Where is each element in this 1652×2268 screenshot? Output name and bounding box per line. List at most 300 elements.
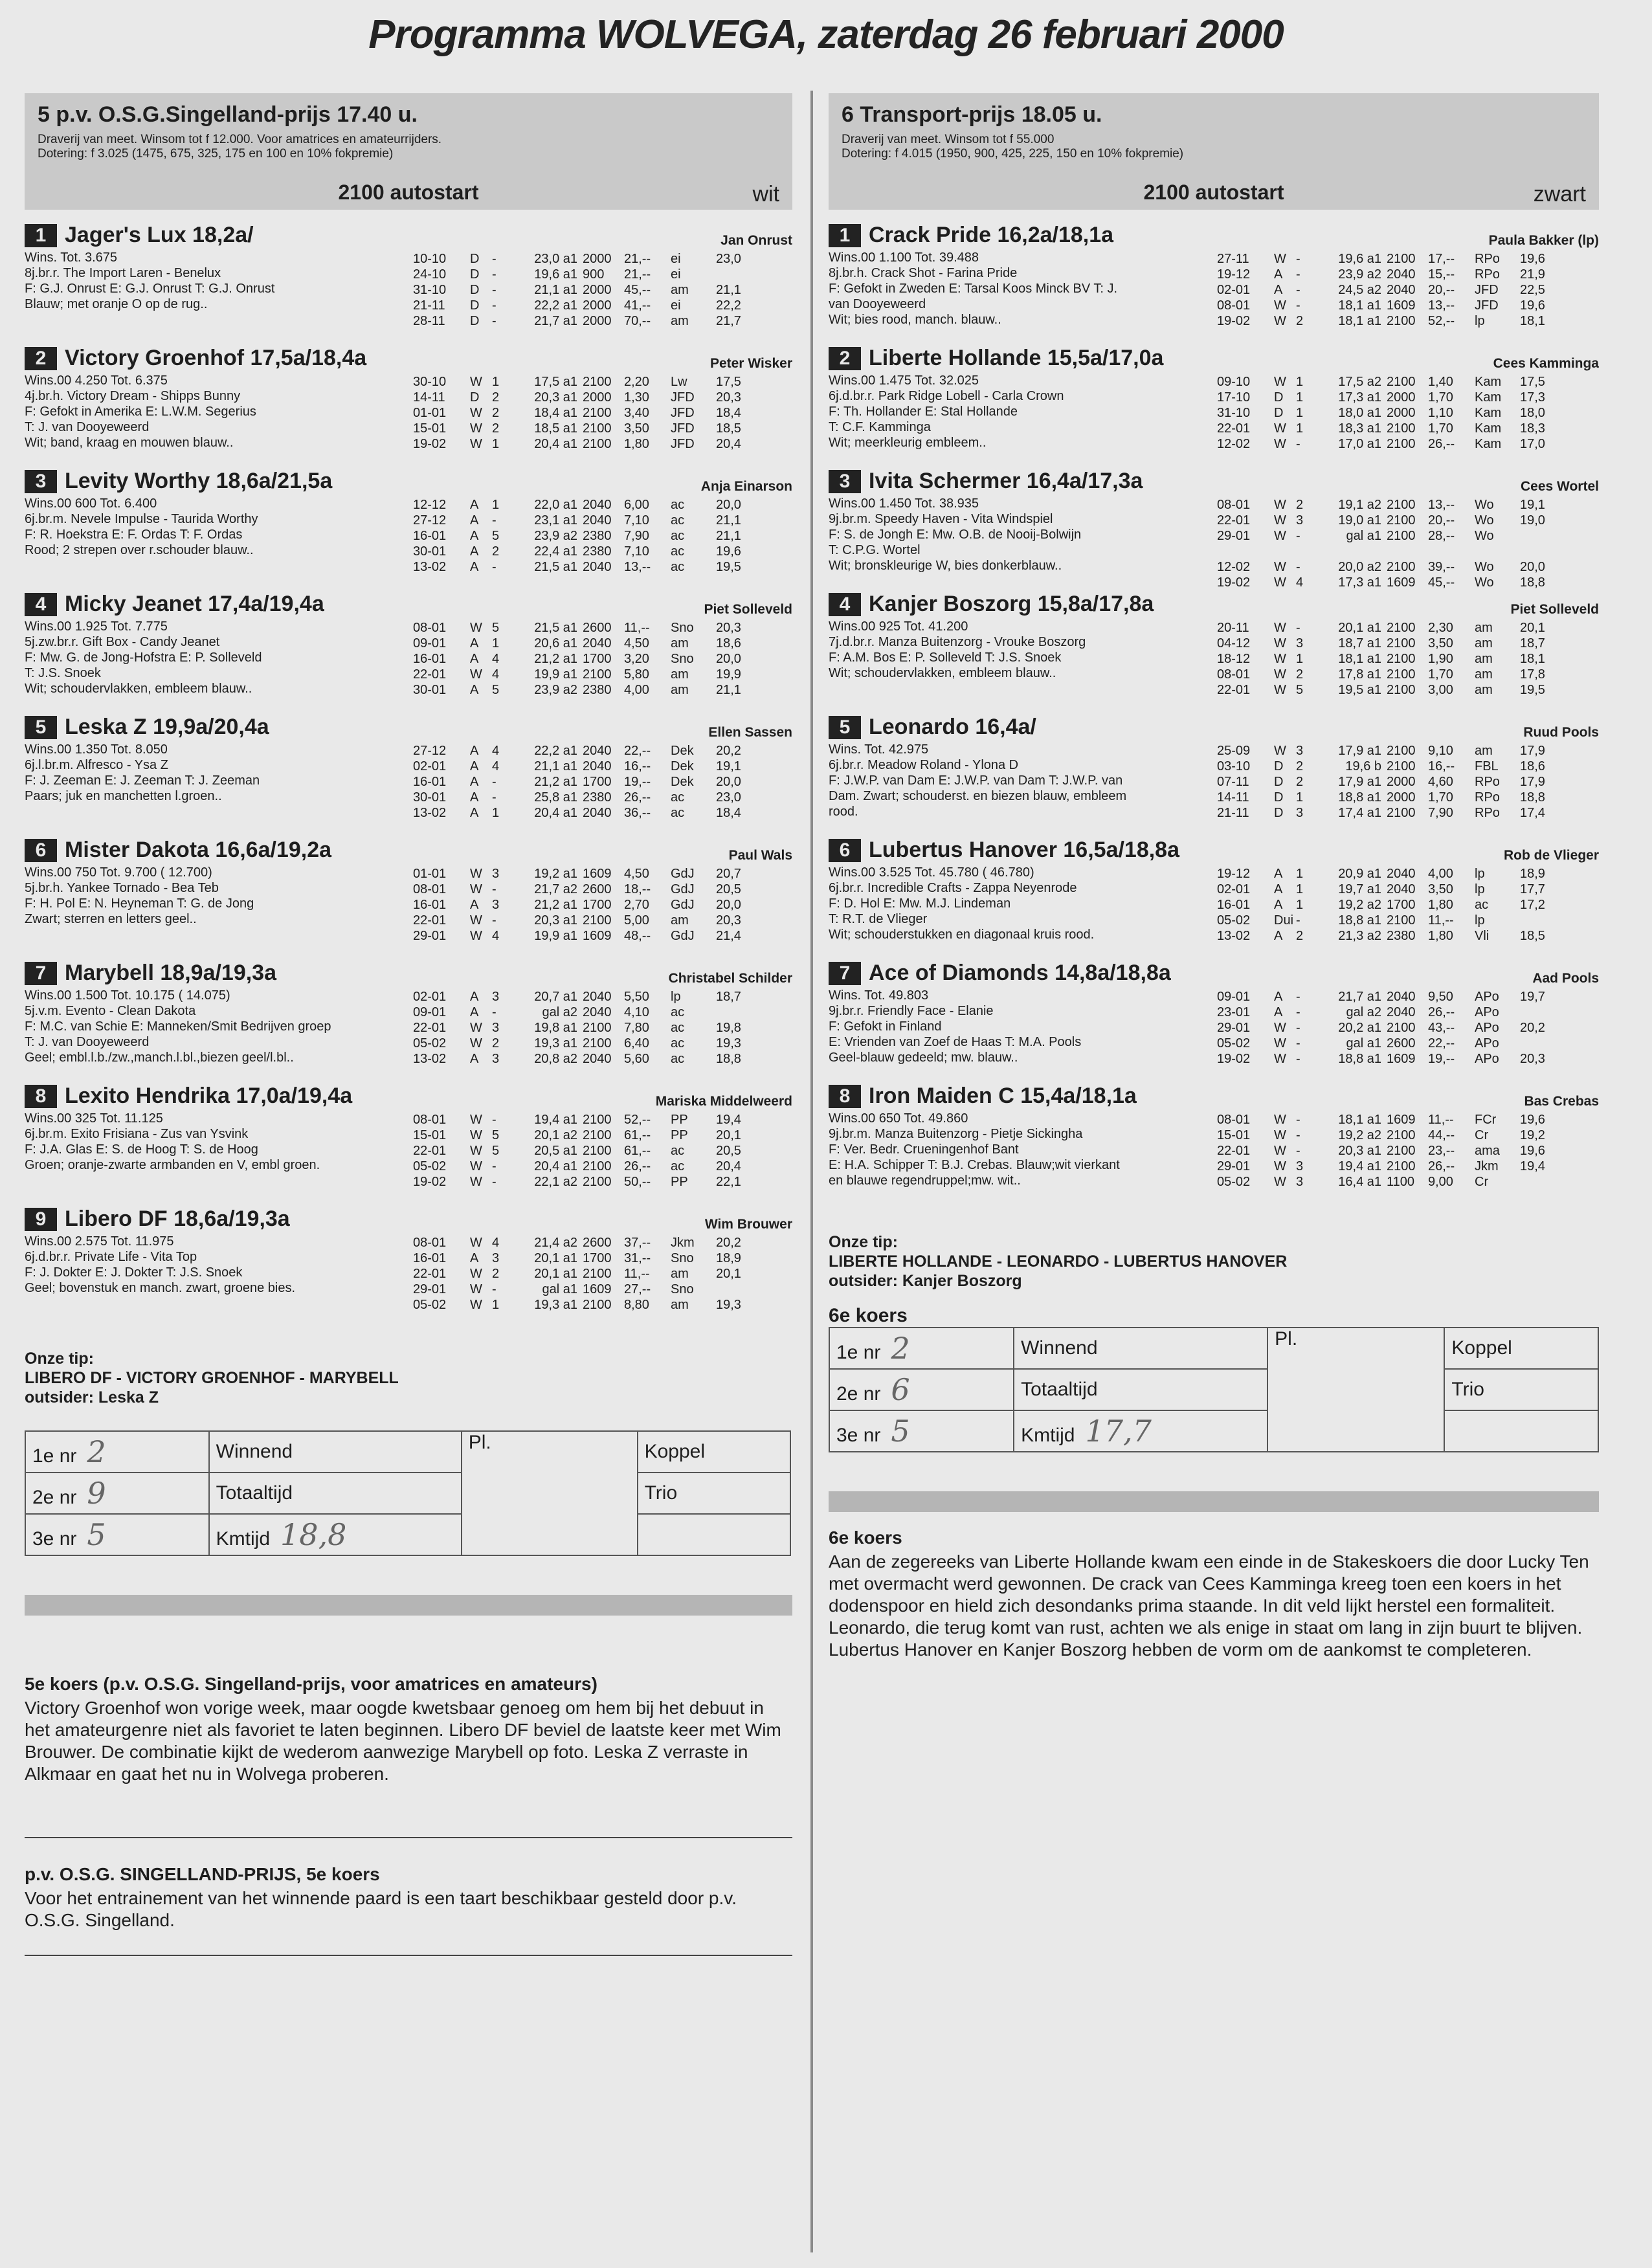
form-cell: 23,1 a1 (534, 513, 577, 528)
result-bet-cell (638, 1514, 790, 1555)
form-row (1217, 928, 1563, 944)
form-cell: 2040 (583, 636, 612, 650)
form-cell: 15-01 (1217, 1128, 1251, 1142)
form-cell: 2040 (1387, 283, 1416, 297)
form-cell: 17,9 (1520, 775, 1545, 789)
horse-info-line: Wins. Tot. 42.975 (829, 742, 929, 757)
form-cell (1520, 1036, 1563, 1051)
form-cell: 16,-- (624, 759, 651, 773)
form-cell: A (470, 652, 479, 666)
form-cell: D (470, 314, 480, 328)
horse-entry (25, 838, 792, 948)
form-cell: 26,-- (1428, 437, 1455, 451)
rule-line (25, 1955, 792, 1956)
form-cell: 2100 (1387, 421, 1416, 436)
form-cell: ac (671, 544, 685, 559)
result-bet-cell (1444, 1410, 1598, 1452)
form-cell: - (1296, 1036, 1300, 1051)
horse-info-line: T: C.P.G. Wortel (829, 543, 921, 557)
form-cell: 23,0 (716, 790, 741, 805)
handwritten-number: 9 (87, 1476, 106, 1511)
race-header (25, 93, 792, 210)
horse-body (25, 740, 792, 822)
horse-body (829, 740, 1599, 822)
form-cell: 2040 (583, 744, 612, 758)
form-cell: 02-01 (1217, 882, 1251, 896)
form-cell: 17,5 a2 (1338, 375, 1381, 389)
race-conditions: Draverij van meet. Winsom tot f 55.000 (842, 133, 1055, 146)
form-cell: 21,2 a1 (534, 775, 577, 789)
horse-info-line: Paars; juk en manchetten l.groen.. (25, 789, 222, 803)
race-commentary (829, 1528, 1599, 1661)
form-cell: 1 (1296, 898, 1304, 912)
horse-entry (829, 961, 1599, 1071)
form-cell: 2 (492, 1036, 500, 1051)
form-cell: 9,10 (1428, 744, 1453, 758)
form-cell: 20,8 a2 (534, 1052, 577, 1066)
horse-header (829, 715, 1599, 740)
horse-info-line: F: Gefokt in Finland (829, 1019, 942, 1034)
form-cell: W (470, 913, 482, 928)
form-cell: 1609 (1387, 575, 1416, 590)
horse-info-line: F: G.J. Onrust E: G.J. Onrust T: G.J. Onrust (25, 282, 275, 296)
form-cell: RPo (1475, 806, 1500, 820)
horse-body (25, 495, 792, 576)
horse-body (829, 1109, 1599, 1191)
form-cell: Jkm (1475, 1159, 1499, 1173)
form-table (413, 989, 759, 1067)
form-cell: 2100 (583, 437, 612, 451)
form-cell: 17-10 (1217, 390, 1251, 405)
form-cell: 3 (492, 867, 500, 881)
driver-name: Paula Bakker (lp) (1488, 233, 1599, 248)
form-cell: 3,40 (624, 406, 649, 420)
form-cell: 21,5 a1 (534, 621, 577, 635)
form-cell: 14-11 (413, 390, 445, 405)
form-cell: 20,4 a1 (534, 806, 577, 820)
form-cell: 20,1 (716, 1267, 741, 1281)
horse-header (25, 1084, 792, 1109)
form-cell: 23,0 (716, 252, 741, 266)
form-cell: 12-02 (1217, 560, 1251, 574)
result-row (829, 1369, 1598, 1410)
form-row (1217, 682, 1563, 698)
form-cell: 2100 (583, 1128, 612, 1142)
form-cell: 2380 (583, 683, 612, 697)
form-row (413, 1128, 759, 1143)
start-number: 8 (829, 1085, 861, 1108)
form-cell: 19,5 a1 (1338, 683, 1381, 697)
form-cell: 20,3 a1 (534, 390, 577, 405)
horse-info-line: F: Mw. G. de Jong-Hofstra E: P. Solleveld (25, 650, 262, 665)
form-cell: 2000 (583, 283, 612, 297)
horse-body (25, 249, 792, 330)
horse-header (829, 1084, 1599, 1109)
form-cell: 17,3 (1520, 390, 1545, 405)
form-cell: 18,4 a1 (534, 406, 577, 420)
result-place-cell (25, 1473, 209, 1514)
form-cell: 29-01 (1217, 1021, 1251, 1035)
horse-name: Lubertus Hanover 16,5a/18,8a (869, 838, 1180, 862)
form-row (1217, 374, 1563, 390)
horse-entry (829, 838, 1599, 948)
form-cell: 2100 (1387, 621, 1416, 635)
horse-info-line: T: J. van Dooyeweerd (25, 420, 150, 434)
form-cell: 41,-- (624, 298, 651, 313)
form-row (413, 528, 759, 544)
form-row (413, 866, 759, 882)
form-row (413, 759, 759, 774)
form-cell: 900 (583, 267, 605, 282)
form-cell: ac (671, 1005, 685, 1019)
form-cell: 13,-- (624, 560, 651, 574)
form-cell: 21-11 (1217, 806, 1249, 820)
form-cell: 08-01 (413, 621, 447, 635)
form-cell: 2380 (583, 529, 612, 543)
horse-info-line: van Dooyeweerd (829, 297, 926, 311)
form-cell: A (470, 1005, 479, 1019)
horse-body (829, 372, 1599, 453)
form-cell: 19,-- (624, 775, 651, 789)
horse-body (25, 863, 792, 945)
tip-picks: LIBERO DF - VICTORY GROENHOF - MARYBELL (25, 1369, 399, 1387)
form-cell: W (1274, 298, 1286, 313)
form-cell: 07-11 (1217, 775, 1249, 789)
form-cell: 20,7 a1 (534, 990, 577, 1004)
form-cell: 18,4 (716, 406, 741, 420)
horse-info (25, 865, 413, 927)
result-field-label: Totaaltijd (216, 1482, 293, 1504)
start-number: 2 (829, 347, 861, 370)
form-cell: 18,6 (716, 636, 741, 650)
driver-name: Peter Wisker (709, 356, 792, 371)
horse-entry (829, 223, 1599, 333)
form-cell: 37,-- (624, 1236, 651, 1250)
form-cell: 16,-- (1428, 759, 1455, 773)
horse-info-line: 5j.zw.br.r. Gift Box - Candy Jeanet (25, 635, 220, 649)
form-cell: 21,7 a1 (1338, 990, 1381, 1004)
result-heading: 6e koers (829, 1305, 908, 1326)
form-cell: D (470, 390, 480, 405)
form-cell: 3,20 (624, 652, 649, 666)
form-cell: W (1274, 437, 1286, 451)
form-cell: 2100 (1387, 759, 1416, 773)
form-table (1217, 866, 1563, 944)
form-cell: W (470, 882, 482, 896)
form-row (413, 559, 759, 575)
horse-info-line: F: S. de Jongh E: Mw. O.B. de Nooij-Bolwijn (829, 528, 1082, 542)
form-row (1217, 989, 1563, 1005)
result-place-cell (25, 1514, 209, 1555)
form-cell: 1 (492, 636, 500, 650)
form-cell: FCr (1475, 1113, 1497, 1127)
form-table (1217, 251, 1563, 329)
result-place-label: 1e nr (32, 1445, 77, 1467)
result-field-label: Kmtijd (1021, 1425, 1075, 1446)
form-row (1217, 805, 1563, 821)
form-cell: 22,2 a1 (534, 298, 577, 313)
horse-name: Victory Groenhof 17,5a/18,4a (65, 346, 367, 370)
form-cell: 2100 (1387, 913, 1416, 928)
form-cell: 1 (492, 498, 500, 512)
form-cell: 61,-- (624, 1128, 651, 1142)
form-cell: 30-01 (413, 683, 447, 697)
form-cell: 19,2 a2 (1338, 1128, 1381, 1142)
form-table (413, 251, 759, 329)
form-cell: 20,0 a2 (1338, 560, 1381, 574)
form-cell: D (470, 298, 480, 313)
result-field-cell (209, 1473, 462, 1514)
form-cell: 2100 (1387, 667, 1416, 682)
form-cell: GdJ (671, 929, 695, 943)
form-row (1217, 897, 1563, 913)
form-cell: 19,9 (716, 667, 741, 682)
form-cell: GdJ (671, 867, 695, 881)
form-cell: 19,0 a1 (1338, 513, 1381, 528)
horse-header (829, 346, 1599, 372)
form-cell: am (671, 636, 689, 650)
form-cell: 12-12 (413, 498, 447, 512)
horse-entry (829, 1084, 1599, 1194)
horse-info-line: 6j.l.br.m. Alfresco - Ysa Z (25, 758, 168, 772)
form-cell: APo (1475, 1052, 1499, 1066)
form-cell: W (1274, 683, 1286, 697)
horse-info-line: F: Gefokt in Amerika E: L.W.M. Segerius (25, 405, 256, 419)
form-row (1217, 667, 1563, 682)
form-cell: 3 (492, 1052, 500, 1066)
tip-outsider: outsider: Kanjer Boszorg (829, 1272, 1022, 1290)
form-cell: ac (671, 560, 685, 574)
driver-name: Rob de Vlieger (1503, 848, 1599, 863)
form-cell: 22-01 (1217, 513, 1251, 528)
form-row (413, 989, 759, 1005)
form-cell: 61,-- (624, 1144, 651, 1158)
form-row (413, 1036, 759, 1051)
form-cell: 19,8 (716, 1021, 741, 1035)
form-cell: 20,3 (716, 390, 741, 405)
form-cell: 16-01 (413, 898, 447, 912)
form-cell: 17,8 (1520, 667, 1545, 682)
form-cell: 05-02 (1217, 1036, 1251, 1051)
driver-name: Ruud Pools (1523, 725, 1599, 740)
horse-info (829, 988, 1217, 1065)
form-cell: W (470, 621, 482, 635)
horse-info (829, 1111, 1217, 1188)
form-cell: 45,-- (624, 283, 651, 297)
form-cell: 2100 (1387, 560, 1416, 574)
form-cell: 19-02 (1217, 575, 1251, 590)
form-cell: 18,6 (1520, 759, 1545, 773)
form-cell: 19,1 (716, 759, 741, 773)
form-cell: 1 (1296, 652, 1304, 666)
form-cell: A (1274, 929, 1283, 943)
form-cell: W (470, 1159, 482, 1173)
form-cell: 02-01 (1217, 283, 1251, 297)
form-cell: 4 (492, 744, 500, 758)
form-cell: 20,9 a1 (1338, 867, 1381, 881)
form-cell: 05-02 (413, 1036, 447, 1051)
form-cell: A (470, 683, 479, 697)
horse-info-line: F: M.C. van Schie E: Manneken/Smit Bedrijven groep (25, 1019, 331, 1034)
form-cell: 18,5 (1520, 929, 1545, 943)
form-cell: 31-10 (1217, 406, 1251, 420)
horse-info-line: Wit; band, kraag en mouwen blauw.. (25, 436, 234, 450)
form-cell: 13-02 (413, 806, 447, 820)
form-cell: 21,-- (624, 267, 651, 282)
horse-info-line: Wins.00 600 Tot. 6.400 (25, 496, 157, 511)
form-cell: 19,6 (1520, 1144, 1545, 1158)
horse-name: Lexito Hendrika 17,0a/19,4a (65, 1084, 353, 1108)
horse-info-line: 6j.br.r. Meadow Roland - Ylona D (829, 758, 1019, 772)
form-cell: am (1475, 636, 1493, 650)
form-cell: 19,1 a2 (1338, 498, 1381, 512)
form-cell: 23,-- (1428, 1144, 1455, 1158)
form-cell: 7,10 (624, 544, 649, 559)
form-cell: - (1296, 1144, 1300, 1158)
form-cell: D (1274, 806, 1284, 820)
form-cell: 1,80 (624, 437, 649, 451)
form-row (413, 405, 759, 421)
horse-info-line: F: Ver. Bedr. Crueningenhof Bant (829, 1142, 1019, 1157)
form-cell: 19,9 a1 (534, 667, 577, 682)
form-cell: APo (1475, 1005, 1499, 1019)
form-row (1217, 636, 1563, 651)
form-cell: 52,-- (1428, 314, 1455, 328)
form-row (1217, 1159, 1563, 1174)
form-cell: 25,8 a1 (534, 790, 577, 805)
form-cell: 30-01 (413, 544, 447, 559)
form-cell: am (1475, 667, 1493, 682)
form-cell: ac (671, 529, 685, 543)
form-cell (1428, 544, 1475, 559)
form-cell: - (1296, 1113, 1300, 1127)
tip-label: Onze tip: (25, 1350, 94, 1368)
driver-name: Bas Crebas (1524, 1094, 1599, 1109)
horse-body (25, 986, 792, 1068)
form-cell: ac (671, 1052, 685, 1066)
start-number: 3 (829, 470, 861, 493)
form-cell: 2600 (583, 1236, 612, 1250)
horse-info-line: E: H.A. Schipper T: B.J. Crebas. Blauw;wit vierkant (829, 1158, 1120, 1172)
form-cell: 27-12 (413, 744, 447, 758)
form-cell: 30-01 (413, 790, 447, 805)
form-cell: 36,-- (624, 806, 651, 820)
race-title: 6 Transport-prijs 18.05 u. (842, 102, 1102, 127)
horse-info (25, 988, 413, 1065)
form-row (1217, 1143, 1563, 1159)
form-cell: 16-01 (413, 1251, 447, 1265)
form-cell: Kam (1475, 421, 1502, 436)
form-cell: 17,4 (1520, 806, 1545, 820)
form-cell: 19,7 a1 (1338, 882, 1381, 896)
result-field-cell (209, 1431, 462, 1473)
form-cell: 1 (492, 375, 500, 389)
horse-info-line: Wit; schoudervlakken, embleem blauw.. (25, 682, 252, 696)
form-row (413, 298, 759, 313)
form-cell: ac (671, 806, 685, 820)
form-table (413, 1112, 759, 1190)
form-cell (1217, 544, 1274, 559)
form-cell: 17,5 (716, 375, 741, 389)
form-cell: 18,1 a1 (1338, 1113, 1381, 1127)
form-cell: 1,70 (1428, 667, 1453, 682)
form-cell: 19-02 (1217, 314, 1251, 328)
form-cell: 2100 (1387, 513, 1416, 528)
form-row (413, 1251, 759, 1266)
form-cell: 39,-- (1428, 560, 1455, 574)
horse-info-line: Wins.00 2.575 Tot. 11.975 (25, 1234, 174, 1249)
form-cell: 2100 (1387, 1021, 1416, 1035)
start-number: 5 (829, 716, 861, 739)
horse-info-line: F: R. Hoekstra E: F. Ordas T: F. Ordas (25, 528, 243, 542)
form-cell: D (1274, 775, 1284, 789)
form-row (413, 774, 759, 790)
horse-info-line: 6j.br.r. Incredible Crafts - Zappa Neyenrode (829, 881, 1077, 895)
driver-name: Mariska Middelweerd (655, 1094, 792, 1109)
form-cell: 19,7 (1520, 990, 1545, 1004)
form-cell: W (1274, 575, 1286, 590)
form-row (413, 743, 759, 759)
form-cell: 2100 (583, 1298, 612, 1312)
result-place-cell (829, 1328, 1014, 1369)
form-cell: 11,-- (624, 621, 650, 635)
result-place-cell (829, 1410, 1014, 1452)
horse-info-line: Wins.00 3.525 Tot. 45.780 ( 46.780) (829, 865, 1034, 880)
form-row (413, 421, 759, 436)
form-cell: 19,3 (716, 1298, 741, 1312)
form-cell: 18,7 a1 (1338, 636, 1381, 650)
form-cell: 19,6 a1 (534, 267, 577, 282)
form-cell: 17,2 (1520, 898, 1545, 912)
form-cell: 31-10 (413, 283, 447, 297)
form-cell: 20,0 (1520, 560, 1545, 574)
form-cell: 5 (1296, 683, 1304, 697)
form-cell: 17,5 a1 (534, 375, 577, 389)
form-cell: 19,9 a1 (534, 929, 577, 943)
form-table (1217, 989, 1563, 1067)
form-cell: 28-11 (413, 314, 445, 328)
form-cell: Wo (1475, 575, 1494, 590)
form-row (413, 497, 759, 513)
form-cell: am (1475, 621, 1493, 635)
form-cell: D (470, 252, 480, 266)
horse-header (25, 1206, 792, 1232)
form-cell: W (470, 375, 482, 389)
form-cell: 4,10 (624, 1005, 649, 1019)
form-cell: W (1274, 560, 1286, 574)
form-cell: 2100 (1387, 683, 1416, 697)
horse-body (829, 249, 1599, 330)
form-cell: 2000 (1387, 390, 1416, 405)
horse-header (25, 838, 792, 863)
horse-info-line: 9j.br.r. Friendly Face - Elanie (829, 1004, 994, 1018)
race-commentary (25, 1674, 792, 1785)
form-cell: A (470, 498, 479, 512)
form-cell: - (492, 267, 497, 282)
form-cell: 20,7 (716, 867, 741, 881)
horse-info-line: F: J. Dokter E: J. Dokter T: J.S. Snoek (25, 1265, 243, 1280)
form-cell: 2,20 (624, 375, 649, 389)
form-cell: 20,1 a1 (1338, 621, 1381, 635)
horse-body (25, 617, 792, 699)
form-cell: 21,2 a1 (534, 898, 577, 912)
form-cell: 24,5 a2 (1338, 283, 1381, 297)
form-cell: D (470, 283, 480, 297)
form-row (413, 882, 759, 897)
form-cell: 08-01 (1217, 498, 1251, 512)
form-cell: A (470, 1052, 479, 1066)
form-cell: 18,1 a1 (1338, 314, 1381, 328)
